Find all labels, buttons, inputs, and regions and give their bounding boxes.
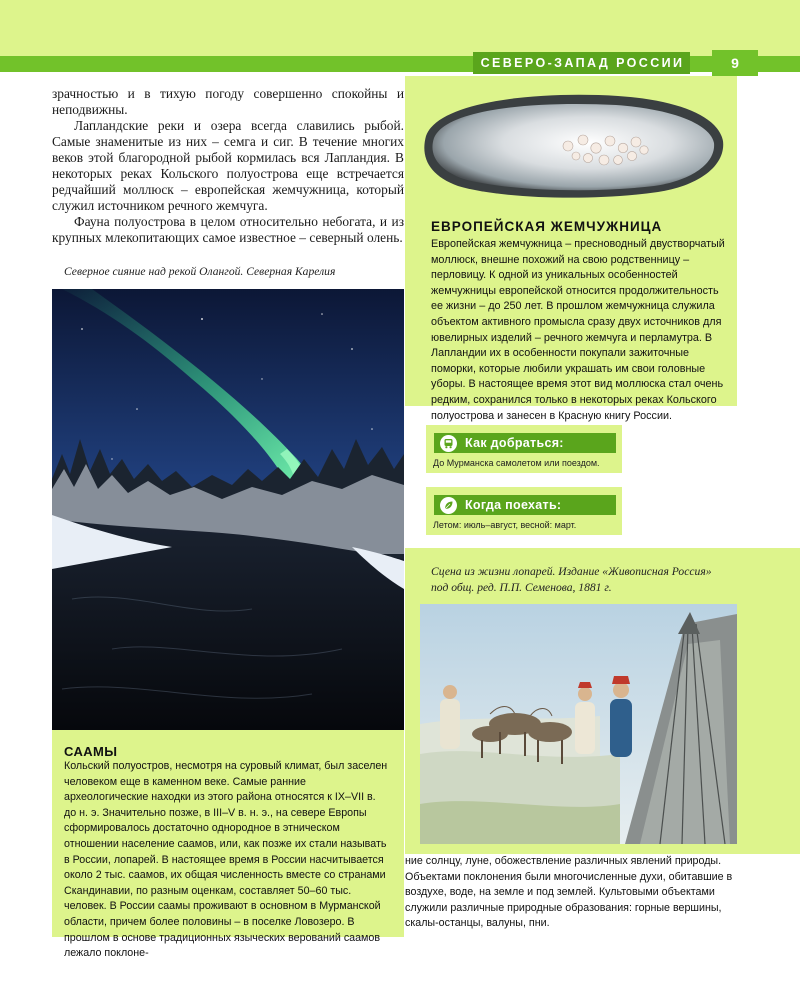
main-paragraph-1: зрачностью и в тихую погоду совершенно спокойны и неподвижны. — [52, 86, 404, 117]
shell-illustration — [418, 86, 726, 206]
lapp-scene-illustration — [420, 604, 737, 844]
saami-title: СААМЫ — [64, 744, 118, 759]
pearl-mussel-text — [431, 237, 731, 424]
aurora-illustration — [52, 289, 404, 730]
top-decor-band — [0, 0, 800, 56]
how-to-get-header — [434, 433, 616, 453]
page-number: 9 — [731, 55, 739, 71]
saami-paragraph-right: ние солнцу, луне, обожествление различных явлений природы. Объектами поклонения были многочисленные духи, обитавшие в воздухе, воде, на земле и под землей. Культовыми объектами служили различные природные образования: горные вершины, скалы-останцы, валуны, пни. — [405, 855, 733, 930]
aurora-photo-caption: Северное сияние над рекой Олангой. Северная Карелия — [64, 265, 336, 278]
pearl-mussel-paragraph: Европейская жемчужница – пресноводный двустворчатый моллюск, внешне похожий на свою родственницу – перловицу. К одной из уникальных особенностей жемчужницы европейской относится продолжительность ее жизни – до 250 лет. В прошлом жемчужница служила объектом активного промысла сразу двух источников для ювелирных изделий – речного жемчуга и перламутра. В Лапландии их в особенности покупали зажиточные поморки, которые любили украшать им свои головные уборы. В настоящее время этот вид моллюска стал очень редким, сохранился только в некоторых реках Кольского полуострова и занесен в Красную книгу России. — [431, 238, 725, 422]
main-paragraph-3: Фауна полуострова в целом относительно небогата, и из крупных млекопитающих самое известное – северный олень. — [52, 214, 404, 245]
section-title: СЕВЕРО-ЗАПАД РОССИИ — [480, 56, 685, 70]
aurora-photo — [52, 289, 404, 730]
pearl-mussel-title: ЕВРОПЕЙСКАЯ ЖЕМЧУЖНИЦА — [431, 219, 663, 234]
main-paragraph-2: Лапландские реки и озера всегда славились рыбой. Самые знаменитые из них – семга и сиг. В течение многих веков этой благородной рыбой кормилась вся Лапландия. В некоторых реках Кольского полуострова еще встречается редчайший моллюск – европейская жемчужница, который служил источником речного жемчуга. — [52, 118, 404, 213]
when-to-go-text: Летом: июль–август, весной: март. — [433, 520, 577, 530]
saami-paragraph-left: Кольский полуостров, несмотря на суровый климат, был заселен человеком еще в каменном веке. Самые ранние археологические находки из этого района относятся к IX–VII в. до н. э. Значительно позже, в III–V в. н. э., на севере Европы сформировалось достаточно однородное в этническом отношении население саамов, или, как позже их стали называть в России, лопарей. В настоящее время в России насчитывается около 2 тыс. саамов, их общая численность вместе со странами Скандинавии, по разным оценкам, составляет 50–60 тыс. человек. В России саамы проживают в основном в Мурманской области, причем более половины – в поселке Ловозеро. В прошлом в основе традиционных языческих верований саамов лежало поклоне- — [64, 760, 388, 960]
main-text — [52, 86, 404, 246]
reindeer-camp-picture — [420, 604, 737, 844]
how-to-get-text: До Мурманска самолетом или поездом. — [433, 458, 600, 468]
lapp-scene-caption: Сцена из жизни лопарей. Издание «Живописная Россия» под общ. ред. П.П. Семенова, 1881 г. — [431, 565, 712, 594]
bus-icon — [440, 435, 457, 452]
saami-text-left — [64, 759, 389, 962]
pearl-mussel-photo — [418, 86, 726, 206]
when-to-go-title: Когда поехать: — [465, 498, 562, 512]
saami-text-right — [405, 854, 737, 932]
how-to-get-box — [426, 425, 622, 473]
how-to-get-title: Как добраться: — [465, 436, 564, 450]
when-to-go-header — [434, 495, 616, 515]
when-to-go-box — [426, 487, 622, 535]
leaf-icon — [440, 497, 457, 514]
